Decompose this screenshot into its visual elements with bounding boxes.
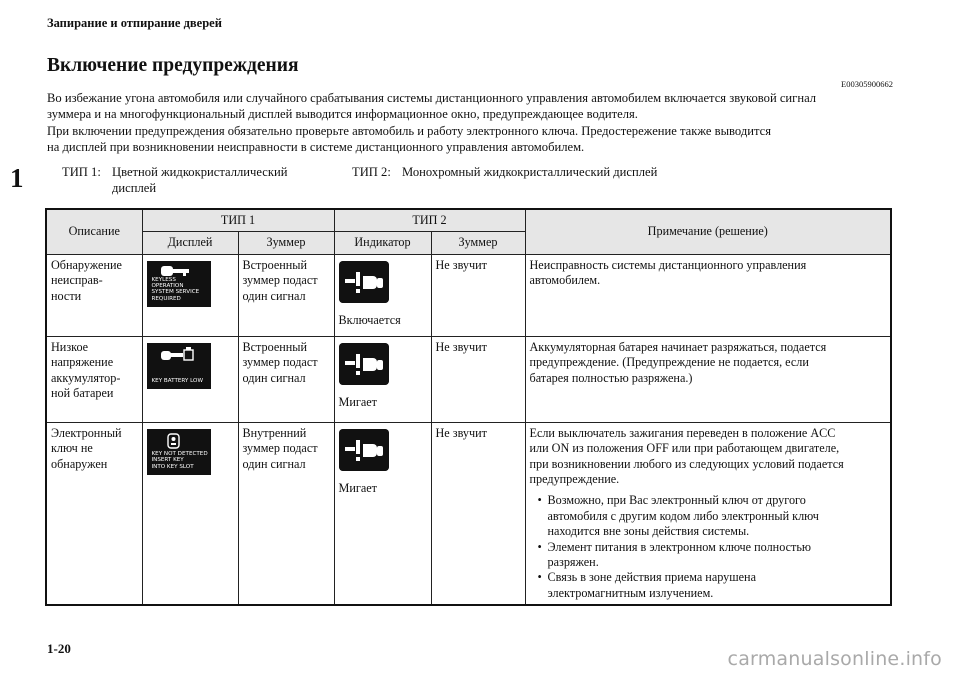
key-battery-icon <box>161 347 195 363</box>
notes-cell: Неисправность системы дистанционного управления автомобилем. <box>525 254 891 336</box>
row-description: Обнаружение неисправ- ности <box>46 254 142 336</box>
type2-label: ТИП 2: <box>352 165 391 179</box>
warnings-table <box>45 208 892 606</box>
header-type2: ТИП 2 <box>334 209 525 232</box>
header-buzzer-type1: Зуммер <box>238 232 334 254</box>
header-description: Описание <box>46 209 142 254</box>
display-cell <box>142 254 238 336</box>
buzzer-type2-cell: Не звучит <box>431 336 525 422</box>
lcd-screen <box>147 429 211 475</box>
notes-cell: Аккумуляторная батарея начинает разряжаться, подается предупреждение. (Предупреждение не подается, если батарея полностью разряжена.) <box>525 336 891 422</box>
display-cell <box>142 422 238 605</box>
indicator-cell <box>334 422 431 605</box>
intro-line: При включении предупреждения обязательно проверьте автомобиль и работу электронного ключа. Предостережение также выводится <box>47 123 772 138</box>
buzzer-type1-cell: Внутренний зуммер подаст один сигнал <box>238 422 334 605</box>
list-item: • Возможно, при Вас электронный ключ от другого автомобиля с другим кодом либо электронный ключ находится вне зоны действия системы. <box>534 493 887 539</box>
type1-text-cont: дисплей <box>112 180 157 195</box>
lcd-screen <box>147 261 211 307</box>
buzzer-type1-cell: Встроенный зуммер подаст один сигнал <box>238 254 334 336</box>
intro-line: Во избежание угона автомобиля или случайного срабатывания системы дистанционного управления автомобилем включается звуковой сигнал <box>47 91 817 105</box>
indicator-cell <box>334 336 431 422</box>
lcd-text-line: REQUIRED <box>151 295 181 302</box>
type1-text: Цветной жидкокристаллический <box>112 165 288 179</box>
lcd-text-line: KEY BATTERY LOW <box>151 377 203 384</box>
watermark: carmanualsonline.info <box>727 648 942 670</box>
header-buzzer-type2: Зуммер <box>431 232 525 254</box>
type1-legend <box>62 165 287 196</box>
list-item: • Элемент питания в электронном ключе полностью разряжен. <box>534 540 887 571</box>
indicator-caption: Включается <box>338 313 401 328</box>
header-indicator: Индикатор <box>334 232 431 254</box>
buzzer-type2-cell: Не звучит <box>431 254 525 336</box>
header-type1: ТИП 1 <box>142 209 334 232</box>
buzzer-type1-cell: Встроенный зуммер подаст один сигнал <box>238 336 334 422</box>
list-item: • Связь в зоне действия приема нарушена электромагнитным излучением. <box>534 570 887 601</box>
document-code: E00305900662 <box>841 79 893 89</box>
lcd-text-line: KEYLESS OPERATION <box>151 276 184 289</box>
row-description: Низкое напряжение аккумулятор- ной батареи <box>46 336 142 422</box>
table-row <box>46 422 891 605</box>
section-heading: Включение предупреждения <box>47 55 299 76</box>
table-row <box>46 336 891 422</box>
key-warning-indicator-icon <box>339 429 389 471</box>
lcd-text-line: KEY NOT DETECTED <box>151 450 208 457</box>
table-row <box>46 254 891 336</box>
indicator-caption: Мигает <box>338 395 378 410</box>
key-warning-indicator-icon <box>339 261 389 303</box>
intro-line: зуммера и на многофункциональный дисплей выводится информационное окно, предупреждающее водителя. <box>47 107 638 122</box>
buzzer-type2-cell: Не звучит <box>431 422 525 605</box>
header-display: Дисплей <box>142 232 238 254</box>
notes-bullet-list <box>530 493 887 601</box>
page-number: 1-20 <box>47 641 71 656</box>
header-notes: Примечание (решение) <box>525 209 891 254</box>
type2-text: Монохромный жидкокристаллический дисплей <box>402 165 658 179</box>
key-icon <box>161 265 191 277</box>
display-cell <box>142 336 238 422</box>
indicator-cell <box>334 254 431 336</box>
lcd-text-line: SYSTEM SERVICE <box>151 289 200 296</box>
lcd-text-line: INSERT KEY <box>151 457 184 464</box>
indicator-caption: Мигает <box>338 481 378 496</box>
type2-legend <box>352 165 657 181</box>
section-number: 1 <box>10 163 24 193</box>
lcd-screen <box>147 343 211 389</box>
type1-label: ТИП 1: <box>62 165 101 179</box>
running-head: Запирание и отпирание дверей <box>47 16 222 30</box>
intro-paragraph <box>47 90 897 155</box>
row-description: Электронный ключ не обнаружен <box>46 422 142 605</box>
lcd-text-line: INTO KEY SLOT <box>151 463 194 470</box>
key-fob-icon <box>167 433 181 449</box>
key-warning-indicator-icon <box>339 343 389 385</box>
intro-line: на дисплей при возникновении неисправности в системе дистанционного управления автомобилем. <box>47 139 585 154</box>
notes-cell: Если выключатель зажигания переведен в положение ACC или ON из положения OFF или при работающем двигателе, при возникновении любого из следующих условий подается предупреждение. • Возможно, при Вас электронный ключ от другого автомобиля с другим кодом либо электронный ключ находится вне зоны действия системы. • Элемент питания в электронном ключе полностью разряжен. • Связь в зоне действия приема нарушена электромагнитным излучением. <box>525 422 891 605</box>
